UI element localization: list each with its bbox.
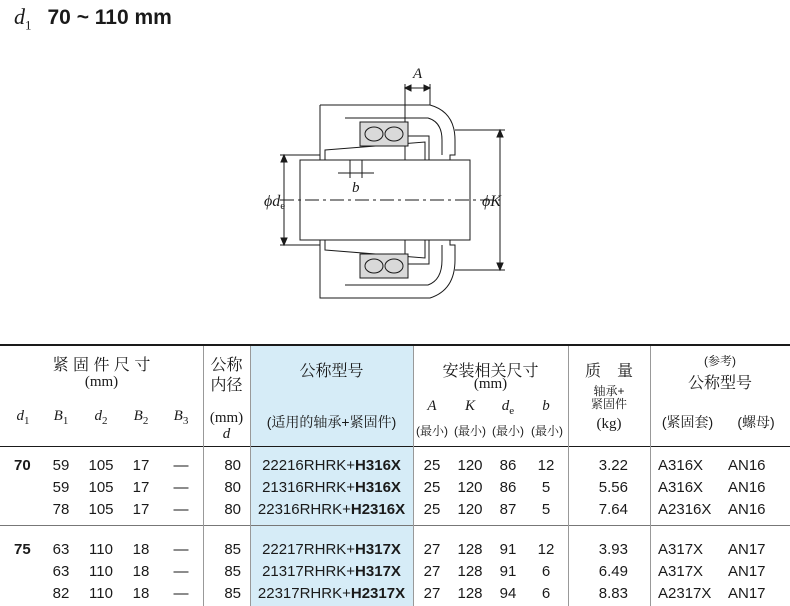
table-cell: 17 (132, 501, 150, 518)
table-cell: 6 (541, 563, 551, 580)
table-cell: 120 (457, 457, 483, 474)
table-cell: 22217RHRK+H317X (262, 541, 401, 558)
bearing-lower (360, 254, 408, 278)
table-cell: 110 (89, 563, 113, 580)
dim-label-phi-de: ϕde (264, 193, 286, 212)
table-cell: 128 (457, 585, 483, 602)
header-fixing-unit: (mm) (84, 374, 119, 390)
table-cell: 22317RHRK+H2317X (257, 585, 406, 602)
table-cell: 6.49 (598, 563, 628, 580)
header-col-B3: $B_3$ (173, 408, 189, 427)
table-cell: 5 (541, 479, 551, 496)
table-cell: 105 (88, 457, 114, 474)
table-cell: 6 (541, 585, 551, 602)
table-cell: 25 (423, 501, 441, 518)
table-cell: 18 (132, 563, 150, 580)
header-min-de: (最小) (492, 424, 524, 438)
table-cell: 85 (224, 541, 241, 558)
header-bore-symbol: d (222, 426, 231, 442)
table-cell: 128 (457, 563, 483, 580)
table-cell: A317X (658, 563, 704, 580)
table-cell: 27 (423, 563, 441, 580)
header-min-A: (最小) (416, 424, 448, 438)
table-cell: 91 (499, 541, 517, 558)
table-cell: 110 (89, 541, 113, 558)
header-bore-line2: 内径 (210, 377, 243, 394)
table-cell: 78 (52, 501, 70, 518)
table-cell: 59 (52, 457, 70, 474)
table-cell: 63 (52, 563, 70, 580)
group-divider-rule (0, 525, 790, 526)
table-cell: — (173, 501, 189, 518)
table-cell: 17 (132, 479, 150, 496)
table-cell: 59 (52, 479, 70, 496)
table-cell: 12 (537, 457, 555, 474)
table-cell: — (173, 457, 189, 474)
header-bottom-rule (0, 446, 790, 447)
table-cell: 80 (224, 501, 241, 518)
page-title (14, 4, 172, 33)
table-cell: 3.93 (598, 541, 628, 558)
table-cell: 21316RHRK+H316X (262, 479, 401, 496)
table-cell: 80 (224, 479, 241, 496)
table-cell: 27 (423, 541, 441, 558)
table-cell: 120 (457, 479, 483, 496)
table-cell: A317X (658, 541, 704, 558)
header-col-b: b (542, 398, 550, 414)
table-cell: AN16 (728, 479, 766, 496)
table-cell: 8.83 (598, 585, 628, 602)
table-cell: AN17 (728, 541, 766, 558)
dim-label-A: A (413, 66, 423, 82)
table-cell: — (173, 479, 189, 496)
table-cell: A316X (658, 457, 704, 474)
header-col-A: A (427, 398, 437, 414)
header-designation-sub: (适用的轴承+紧固件) (266, 414, 397, 430)
table-cell: 12 (537, 541, 555, 558)
table-cell: 3.22 (598, 457, 628, 474)
dimension-table (0, 344, 790, 606)
header-bore-line1: 公称 (210, 357, 243, 374)
table-cell: — (173, 585, 189, 602)
header-mass-sub1: 轴承+ (593, 384, 625, 398)
header-designation: 公称型号 (299, 363, 364, 380)
table-cell: 22216RHRK+H316X (262, 457, 401, 474)
header-min-K: (最小) (454, 424, 486, 438)
table-cell: AN16 (728, 457, 766, 474)
header-col-K: K (464, 398, 475, 414)
header-mass: 质 量 (584, 363, 633, 380)
table-cell: 87 (499, 501, 517, 518)
header-bore-unit: (mm) (209, 410, 244, 426)
table-cell: 25 (423, 479, 441, 496)
header-mounting-unit: (mm) (473, 376, 508, 392)
table-cell: 128 (457, 541, 483, 558)
table-cell: 25 (423, 457, 441, 474)
table-cell: 91 (499, 563, 517, 580)
header-ref-title: 公称型号 (687, 375, 752, 392)
group-d1: 75 (14, 541, 31, 558)
header-min-b: (最小) (531, 424, 563, 438)
table-cell: A316X (658, 479, 704, 496)
table-cell: 7.64 (598, 501, 628, 518)
table-cell: AN16 (728, 501, 766, 518)
dim-label-phi-K: ϕK (482, 193, 501, 210)
header-col-d1: $d_1$ (16, 408, 30, 427)
header-ref-sleeve: (紧固套) (661, 414, 714, 430)
table-cell: AN17 (728, 563, 766, 580)
table-cell: 63 (52, 541, 70, 558)
table-top-rule (0, 344, 790, 346)
title-symbol: $d_1$ (14, 4, 32, 33)
table-cell: — (173, 541, 189, 558)
dim-label-b: b (352, 180, 360, 196)
header-mounting-dims: 安装相关尺寸 (442, 363, 539, 380)
table-cell: — (173, 563, 189, 580)
group-d1: 70 (14, 457, 31, 474)
header-col-B1: $B_1$ (53, 408, 69, 427)
table-cell: 86 (499, 479, 517, 496)
table-cell: 18 (132, 541, 150, 558)
bearing-mounting-diagram (250, 60, 540, 310)
table-cell: 18 (132, 585, 150, 602)
header-mass-unit: (kg) (596, 416, 622, 432)
header-fixing-dims: 紧 固 件 尺 寸 (52, 357, 151, 374)
table-cell: A2316X (658, 501, 712, 518)
table-cell: 85 (224, 563, 241, 580)
table-cell: AN17 (728, 585, 766, 602)
table-cell: 22316RHRK+H2316X (257, 501, 406, 518)
table-cell: 86 (499, 457, 517, 474)
header-col-d2: $d_2$ (94, 408, 108, 427)
table-cell: 17 (132, 457, 150, 474)
table-cell: 5 (541, 501, 551, 518)
title-range: 70 ~ 110 mm (47, 6, 172, 29)
table-cell: 110 (89, 585, 113, 602)
header-col-B2: $B_2$ (133, 408, 149, 427)
table-cell: 21317RHRK+H317X (262, 563, 401, 580)
header-ref-nut: (螺母) (737, 414, 775, 430)
table-cell: 120 (457, 501, 483, 518)
header-mass-sub2: 紧固件 (590, 397, 627, 411)
header-col-de: $d_e$ (501, 398, 515, 417)
header-ref-note: (参考) (704, 354, 736, 368)
bearing-upper (360, 122, 408, 146)
table-cell: 82 (52, 585, 70, 602)
table-cell: 94 (499, 585, 517, 602)
table-cell: 105 (88, 501, 114, 518)
table-cell: 85 (224, 585, 241, 602)
table-cell: 105 (88, 479, 114, 496)
table-cell: 5.56 (598, 479, 628, 496)
table-cell: A2317X (658, 585, 712, 602)
table-cell: 80 (224, 457, 241, 474)
table-cell: 27 (423, 585, 441, 602)
